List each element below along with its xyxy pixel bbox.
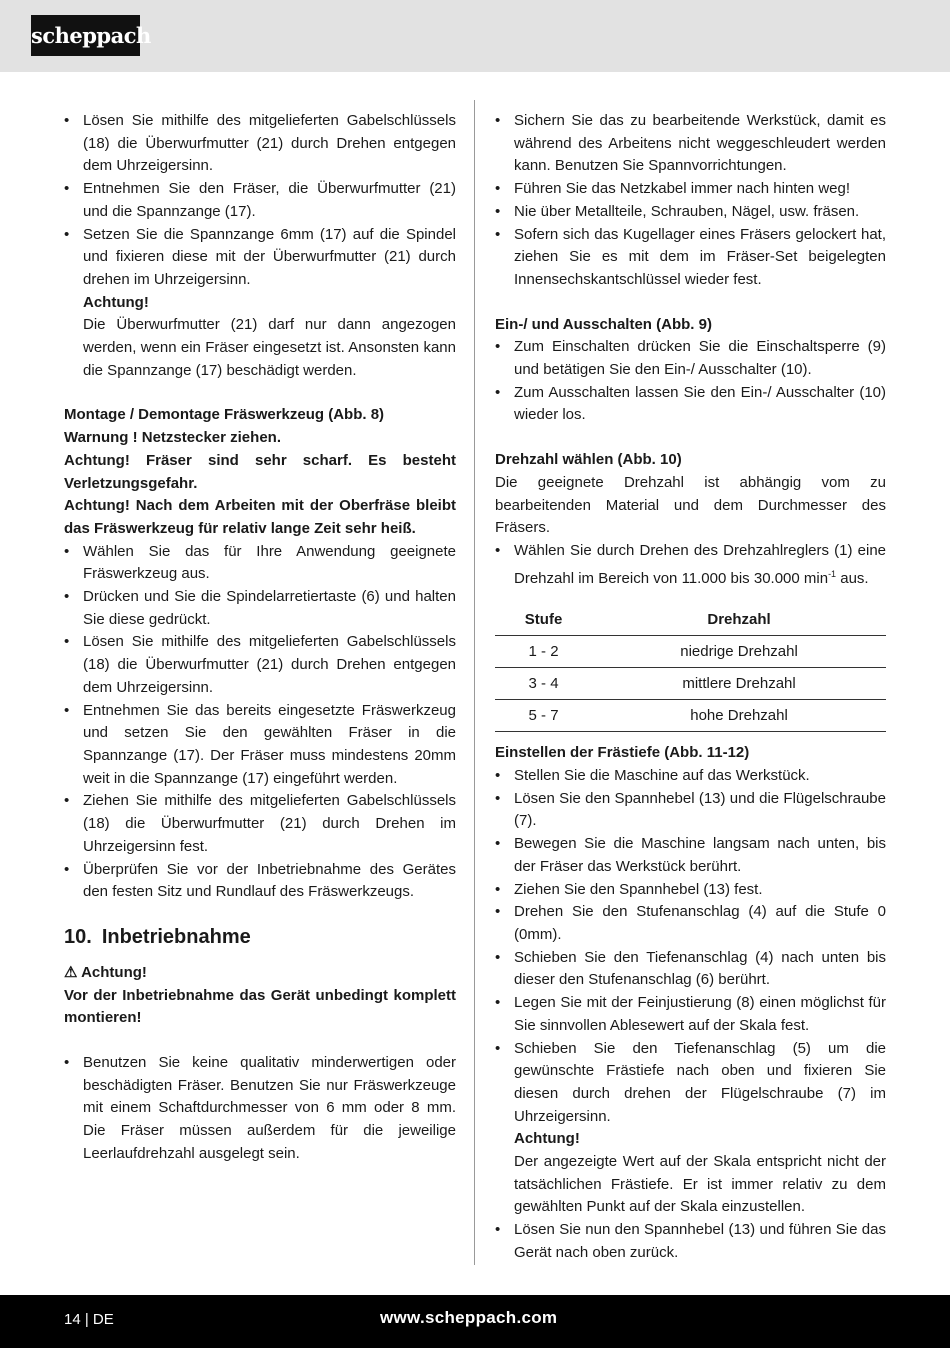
bullet-list (64, 541, 456, 904)
section-heading: Montage / Demontage Fräswerkzeug (Abb. 8) (64, 406, 385, 424)
warning-text: Vor der Inbetriebnahme das Gerät unbedingt komplett montieren! (64, 986, 456, 1027)
list-item: • Lösen Sie mithilfe des mitgelieferten Gabelschlüssels (18) die Überwurfmutter (21) durch Drehen entgegen dem Uhrzeigersinn. (64, 110, 456, 178)
table-row: 5 - 7 hohe Drehzahl (495, 700, 886, 732)
warning-heading: ⚠ Achtung! (64, 963, 147, 981)
list-item: • Bewegen Sie die Maschine langsam nach unten, bis der Fräser das Werkstück berührt. (495, 833, 886, 878)
warning-triangle-icon: ⚠ (64, 963, 78, 981)
table-row: 3 - 4 mittlere Drehzahl (495, 668, 886, 700)
list-item: • Ziehen Sie mithilfe des mitgelieferten Gabelschlüssels (18) die Überwurfmutter (21) durch Drehen im Uhrzeigersinn fest. (64, 790, 456, 858)
bullet-list (495, 110, 886, 292)
note-title: Achtung! (514, 1130, 580, 1148)
chapter-number: 10. (64, 925, 92, 948)
scheppach-logo: scheppach (31, 15, 140, 56)
section-heading: Drehzahl wählen (Abb. 10) (495, 451, 682, 469)
list-item: • Sichern Sie das zu bearbeitende Werkstück, damit es während des Arbeitens nicht weggeschleudert werden kann. Benutzen Sie Spannvorrichtungen. (495, 110, 886, 178)
note-title: Achtung! (83, 293, 149, 311)
table-header: Drehzahl (592, 604, 886, 636)
list-item: • Entnehmen Sie das bereits eingesetzte Fräswerkzeug und setzen Sie den gewählten Fräser in die Spannzange (17). Der Fräser muss mindestens 20mm weit in die Spannzange (17) eingeführt werden. (64, 700, 456, 791)
list-item: • Lösen Sie nun den Spannhebel (13) und führen Sie das Gerät nach oben zurück. (495, 1219, 886, 1264)
list-item: • Zum Ausschalten lassen Sie den Ein-/ Ausschalter (10) wieder los. (495, 382, 886, 427)
page-number: 14 | DE (64, 1311, 114, 1328)
bullet-list (64, 110, 456, 292)
warning-text: Warnung ! Netzstecker ziehen. (64, 429, 281, 447)
list-item: • Wählen Sie durch Drehen des Drehzahlreglers (1) eine Drehzahl im Bereich von 11.000 bis 30.000 $\min^{-1}$ aus. (495, 540, 886, 590)
list-item: • Überprüfen Sie vor der Inbetriebnahme des Gerätes den festen Sitz und Rundlauf des Fräswerkzeugs. (64, 859, 456, 904)
warning-text: Achtung! Nach dem Arbeiten mit der Oberfräse bleibt das Fräswerkzeug für relativ lange Zeit sehr heiß. (64, 497, 456, 537)
list-item: • Lösen Sie den Spannhebel (13) und die Flügelschraube (7). (495, 788, 886, 833)
bullet-list (64, 1052, 456, 1166)
list-item: • Sofern sich das Kugellager eines Fräsers gelockert hat, ziehen Sie es mit dem im Fräser-Set beigelegten Innensechskantschlüssel wieder fest. (495, 224, 886, 292)
warning-text: Achtung! Fräser sind sehr scharf. Es besteht Verletzungsgefahr. (64, 451, 456, 492)
list-item: • Benutzen Sie keine qualitativ minderwertigen oder beschädigten Fräser. Benutzen Sie nur Fräswerkzeuge mit einem Schaftdurchmesser von 6 mm oder 8 mm. Die Fräser müssen außerdem für die jeweilige Leerlaufdrehzahl ausgelegt sein. (64, 1052, 456, 1166)
list-item: • Drehen Sie den Stufenanschlag (4) auf die Stufe 0 (0mm). (495, 901, 886, 946)
list-item: • Schieben Sie den Tiefenanschlag (4) nach unten bis dieser den Stufenanschlag (6) berührt. (495, 947, 886, 992)
list-item: • Entnehmen Sie den Fräser, die Überwurfmutter (21) und die Spannzange (17). (64, 178, 456, 223)
column-divider (474, 100, 475, 1265)
section-heading: Ein-/ und Ausschalten (Abb. 9) (495, 315, 712, 333)
list-item: • Nie über Metallteile, Schrauben, Nägel, usw. fräsen. (495, 201, 886, 224)
note-text: Der angezeigte Wert auf der Skala entspricht nicht der tatsächlichen Frästiefe. Er ist immer relativ zu dem gewählten Punkt auf der Skala einzustellen. (514, 1153, 886, 1216)
list-item: • Lösen Sie mithilfe des mitgelieferten Gabelschlüssels (18) die Überwurfmutter (21) durch Drehen entgegen dem Uhrzeigersinn. (64, 631, 456, 699)
bullet-list (495, 540, 886, 590)
list-item: • Stellen Sie die Maschine auf das Werkstück. (495, 765, 886, 788)
section-heading: Einstellen der Frästiefe (Abb. 11-12) (495, 744, 750, 762)
bullet-list (495, 1219, 886, 1264)
note-text: Die Überwurfmutter (21) darf nur dann angezogen werden, wenn ein Fräser eingesetzt ist. Ansonsten kann die Spannzange (17) beschädigt werden. (83, 316, 456, 379)
table-row: 1 - 2 niedrige Drehzahl (495, 636, 886, 668)
list-item: • Drücken und Sie die Spindelarretiertaste (6) und halten Sie diese gedrückt. (64, 586, 456, 631)
header-bar (0, 0, 950, 72)
list-item: • Zum Einschalten drücken Sie die Einschaltsperre (9) und betätigen Sie den Ein-/ Ausschalter (10). (495, 336, 886, 381)
speed-table (495, 604, 886, 732)
list-item: • Legen Sie mit der Feinjustierung (8) einen möglichst für Sie sinnvollen Ablesewert auf der Skala fest. (495, 992, 886, 1037)
list-item: • Schieben Sie den Tiefenanschlag (5) um die gewünschte Frästiefe nach oben und fixieren Sie diesen durch drehen der Flügelschraube (7) im Uhrzeigersinn. (495, 1038, 886, 1129)
list-item: • Ziehen Sie den Spannhebel (13) fest. (495, 879, 886, 902)
paragraph: Die geeignete Drehzahl ist abhängig vom zu bearbeitenden Material und dem Durchmesser des Fräsers. (495, 473, 886, 537)
footer-bar (0, 1295, 950, 1348)
bullet-list (495, 336, 886, 427)
list-item: • Führen Sie das Netzkabel immer nach hinten weg! (495, 178, 886, 201)
table-header: Stufe (495, 604, 592, 636)
chapter-title: Inbetriebnahme (101, 925, 251, 948)
bullet-list (495, 765, 886, 1128)
right-column (495, 110, 886, 1265)
list-item: • Setzen Sie die Spannzange 6mm (17) auf die Spindel und fixieren diese mit der Überwurfmutter (21) durch drehen im Uhrzeigersinn. (64, 224, 456, 292)
list-item: • Wählen Sie das für Ihre Anwendung geeignete Fräswerkzeug aus. (64, 541, 456, 586)
website-url: www.scheppach.com (380, 1308, 558, 1327)
chapter-heading (64, 924, 456, 950)
left-column (64, 110, 456, 1166)
superscript: -1 (828, 568, 837, 579)
